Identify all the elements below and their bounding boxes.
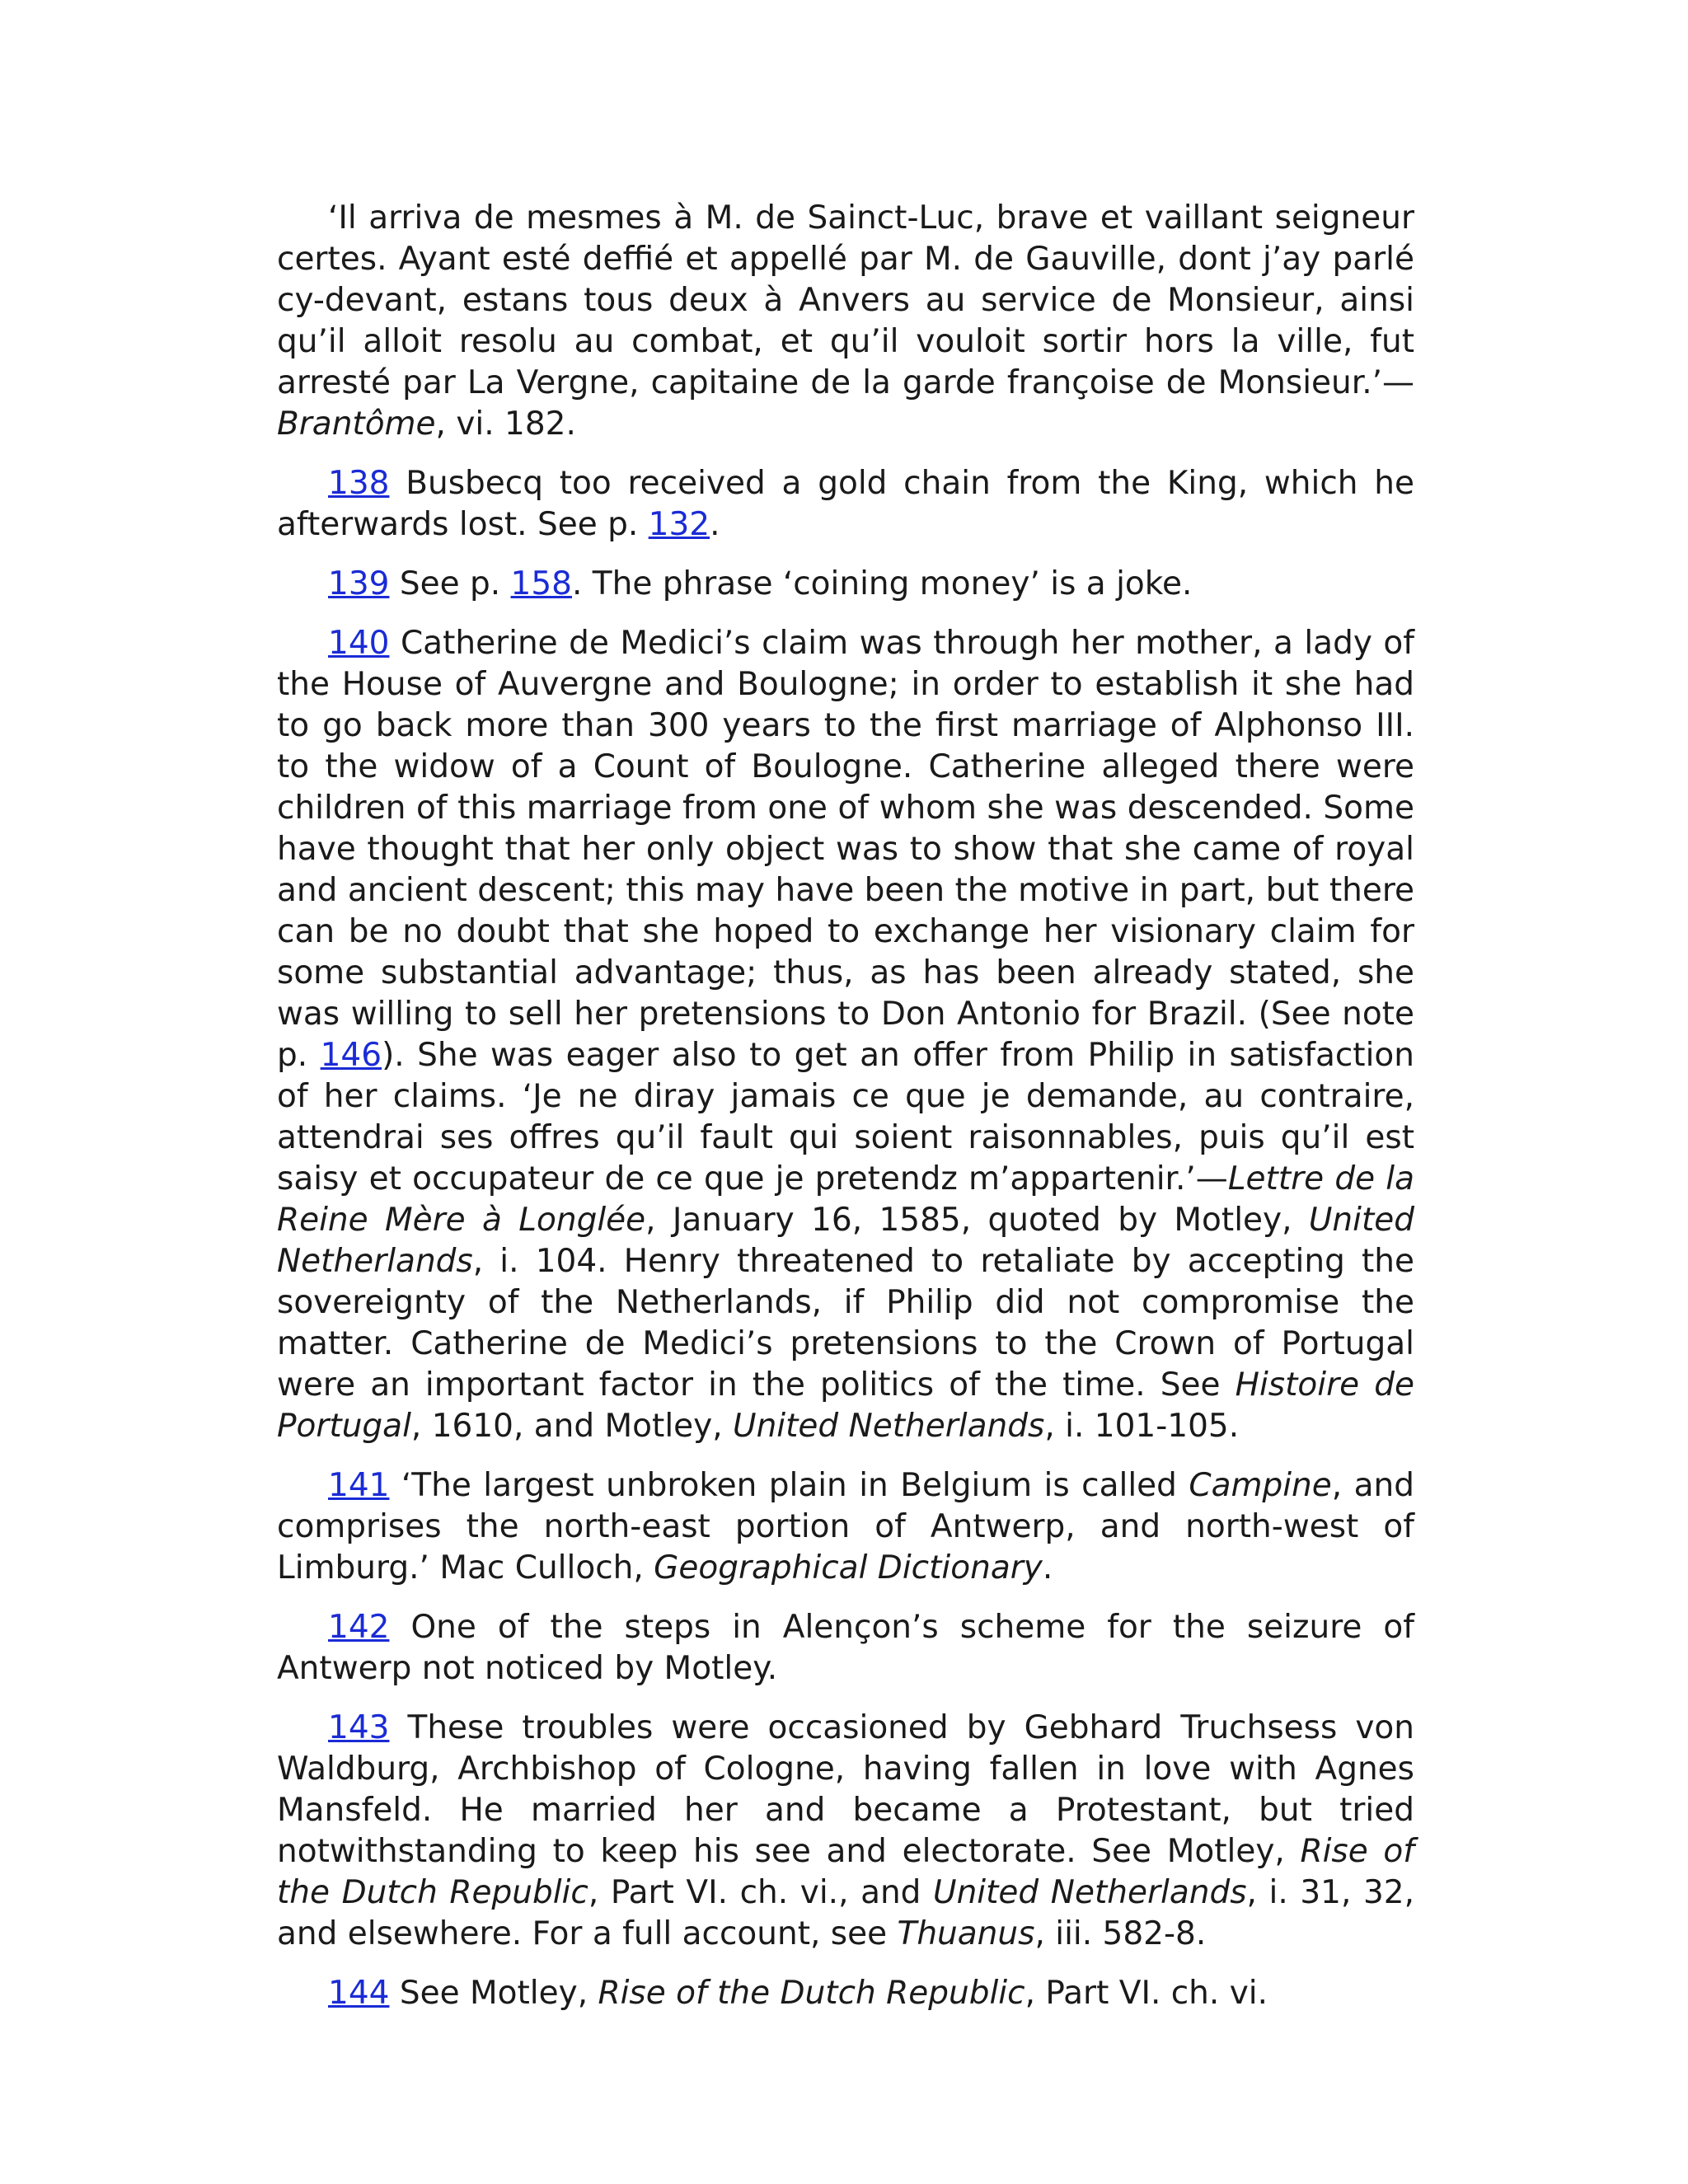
note-italic: United Netherlands (733, 1408, 1045, 1445)
note-text: , and comprises the north-east portion of Antwerp, and north-west of Limburg.’ Mac Culloch, (277, 1467, 1414, 1586)
note-text: . The phrase ‘coining money’ is a joke. (572, 565, 1193, 602)
footnote-number-link[interactable]: 140 (328, 625, 390, 662)
page-reference-link[interactable]: 158 (510, 565, 572, 602)
note-143 (277, 1708, 1414, 1955)
note-140 (277, 623, 1414, 1447)
note-italic: Rise of the Dutch Republic (277, 1833, 1414, 1911)
note-text: See p. (389, 565, 511, 602)
note-italic: Lettre de la Reine Mère à Longlée (277, 1160, 1414, 1239)
note-text: . (1042, 1549, 1053, 1586)
note-141 (277, 1465, 1414, 1589)
footnote-number-link[interactable]: 139 (328, 565, 390, 602)
note-italic: United Netherlands (277, 1202, 1414, 1280)
note-text: , i. 101-105. (1044, 1408, 1240, 1445)
note-text: , i. 31, 32, and elsewhere. For a full account, see (277, 1874, 1414, 1952)
note-text: One of the steps in Alençon’s scheme for the seizure of Antwerp not noticed by Motley. (277, 1609, 1414, 1687)
note-italic: Campine (1189, 1467, 1332, 1504)
footnote-number-link[interactable]: 141 (328, 1467, 390, 1504)
note-text: ‘Il arriva de mesmes à M. de Sainct-Luc, brave et vaillant seigneur certes. Ayant esté deffié et appellé par M. de Gauville, dont j’ay parlé cy-devant, estans tous deux à Anvers au service de Monsieur, ainsi qu’il alloit resolu au combat, et qu’il vouloit sortir hors la ville, fut arresté par La Vergne, capitaine de la garde françoise de Monsieur.’— (277, 199, 1414, 401)
note-italic: Histoire de Portugal (277, 1366, 1415, 1445)
note-144 (277, 1973, 1414, 2014)
note-italic: Rise of the Dutch Republic (598, 1975, 1025, 2012)
note-text: , iii. 582-8. (1034, 1915, 1207, 1952)
note-text: . (710, 506, 720, 543)
note-138 (277, 463, 1414, 546)
page-reference-link[interactable]: 146 (320, 1037, 382, 1074)
note-text: ‘The largest unbroken plain in Belgium is called (389, 1467, 1189, 1504)
footnote-number-link[interactable]: 144 (328, 1975, 390, 2012)
note-text: ). She was eager also to get an offer from Philip in satisfaction of her claims. ‘Je ne diray jamais ce que je demande, au contraire, attendrai ses offres qu’il fault qui soient raisonnables, puis qu’il est saisy et occupateur de ce que je pretendz m’appartenir.’— (277, 1037, 1414, 1197)
note-text: , i. 104. Henry threatened to retaliate by accepting the sovereignty of the Netherlands, if Philip did not compromise the matter. Catherine de Medici’s pretensions to the Crown of Portugal were an important factor in the politics of the time. See (277, 1243, 1414, 1404)
footnotes-page (277, 198, 1414, 2032)
note-text: , Part VI. ch. vi., and (588, 1874, 934, 1911)
note-italic: Brantôme (277, 405, 436, 443)
note-text: , Part VI. ch. vi. (1025, 1975, 1268, 2012)
note-142 (277, 1607, 1414, 1690)
page-reference-link[interactable]: 132 (648, 506, 710, 543)
footnote-number-link[interactable]: 142 (328, 1609, 390, 1646)
note-text: Busbecq too received a gold chain from the King, which he afterwards lost. See p. (277, 465, 1414, 543)
note-text: , vi. 182. (435, 405, 576, 443)
note-paragraph (277, 198, 1414, 445)
note-italic: United Netherlands (933, 1874, 1247, 1911)
note-text: , January 16, 1585, quoted by Motley, (645, 1202, 1309, 1239)
note-italic: Thuanus (897, 1915, 1035, 1952)
footnote-number-link[interactable]: 138 (328, 465, 390, 502)
footnote-number-link[interactable]: 143 (328, 1709, 390, 1746)
note-text: Catherine de Medici’s claim was through her mother, a lady of the House of Auvergne and Boulogne; in order to establish it she had to go back more than 300 years to the first marriage of Alphonso III. to the widow of a Count of Boulogne. Catherine alleged there were children of this marriage from one of whom she was descended. Some have thought that her only object was to show that she came of royal and ancient descent; this may have been the motive in part, but there can be no doubt that she hoped to exchange her visionary claim for some substantial advantage; thus, as has been already stated, she was willing to sell her pretensions to Don Antonio for Brazil. (See note p. (277, 625, 1414, 1074)
note-italic: Geographical Dictionary (654, 1549, 1043, 1586)
note-text: These troubles were occasioned by Gebhard Truchsess von Waldburg, Archbishop of Cologne, having fallen in love with Agnes Mansfeld. He married her and became a Protestant, but tried notwithstanding to keep his see and electorate. See Motley, (277, 1709, 1414, 1870)
note-139 (277, 564, 1414, 605)
note-text: See Motley, (389, 1975, 598, 2012)
note-text: , 1610, and Motley, (410, 1408, 734, 1445)
